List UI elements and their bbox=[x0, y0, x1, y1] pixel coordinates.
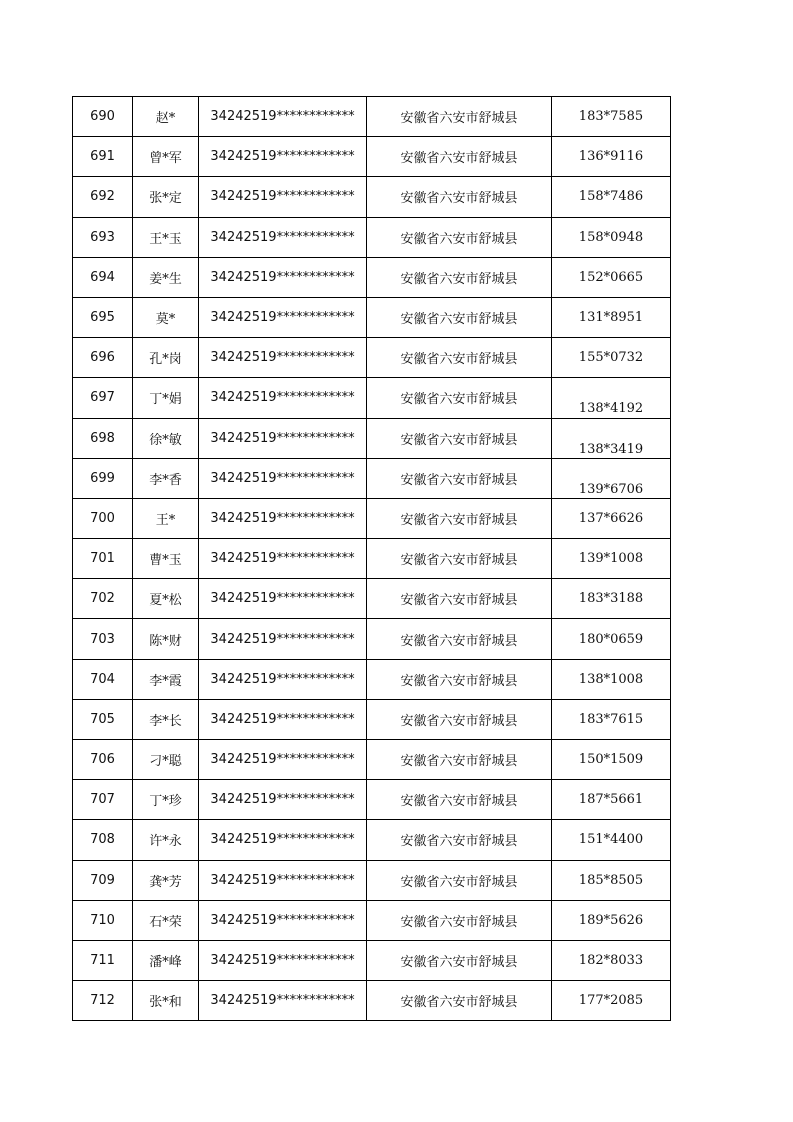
name-cell-text: 姜*生 bbox=[149, 271, 182, 287]
name-cell bbox=[133, 137, 199, 177]
name-cell-text: 丁*珍 bbox=[149, 794, 182, 810]
name-cell-text: 龚*芳 bbox=[149, 874, 182, 890]
address-cell bbox=[367, 297, 552, 337]
phone-cell-text: 152*0665 bbox=[578, 269, 644, 285]
phone-cell-text: 138*4192 bbox=[578, 401, 644, 417]
phone-cell bbox=[552, 378, 671, 418]
row-number-cell bbox=[73, 177, 133, 217]
name-cell-text: 潘*峰 bbox=[149, 955, 182, 971]
phone-cell bbox=[552, 177, 671, 217]
address-cell-text: 安徽省六安市舒城县 bbox=[400, 472, 518, 488]
row-number-cell-text: 697 bbox=[90, 390, 115, 406]
row-number-cell bbox=[73, 338, 133, 378]
row-number-cell bbox=[73, 820, 133, 860]
phone-cell bbox=[552, 579, 671, 619]
phone-cell-text: 183*3188 bbox=[578, 591, 644, 607]
phone-cell bbox=[552, 659, 671, 699]
row-number-cell bbox=[73, 619, 133, 659]
address-cell bbox=[367, 418, 552, 458]
address-cell bbox=[367, 137, 552, 177]
row-number-cell-text: 711 bbox=[90, 953, 115, 969]
row-number-cell bbox=[73, 740, 133, 780]
name-cell-text: 孔*岗 bbox=[149, 352, 182, 368]
name-cell-text: 莫* bbox=[155, 312, 176, 328]
address-cell-text: 安徽省六安市舒城县 bbox=[400, 633, 518, 649]
phone-cell-text: 138*3419 bbox=[578, 441, 644, 457]
row-number-cell bbox=[73, 217, 133, 257]
row-number-cell-text: 712 bbox=[90, 993, 115, 1009]
name-cell bbox=[133, 297, 199, 337]
id-number-cell bbox=[199, 458, 367, 498]
id-number-cell-text: 34242519************ bbox=[210, 229, 355, 245]
id-number-cell-text: 34242519************ bbox=[210, 149, 355, 165]
table-row bbox=[73, 338, 671, 378]
phone-cell bbox=[552, 780, 671, 820]
table-row bbox=[73, 579, 671, 619]
address-cell-text: 安徽省六安市舒城县 bbox=[400, 392, 518, 408]
row-number-cell-text: 707 bbox=[90, 792, 115, 808]
row-number-cell bbox=[73, 418, 133, 458]
phone-cell bbox=[552, 699, 671, 739]
table-row bbox=[73, 97, 671, 137]
address-cell bbox=[367, 940, 552, 980]
row-number-cell-text: 706 bbox=[90, 752, 115, 768]
table-row bbox=[73, 619, 671, 659]
phone-cell-text: 158*7486 bbox=[578, 189, 644, 205]
phone-cell bbox=[552, 740, 671, 780]
table-row bbox=[73, 458, 671, 498]
row-number-cell-text: 696 bbox=[90, 350, 115, 366]
address-cell bbox=[367, 177, 552, 217]
row-number-cell-text: 701 bbox=[90, 551, 115, 567]
row-number-cell-text: 705 bbox=[90, 711, 115, 727]
address-cell bbox=[367, 539, 552, 579]
name-cell-text: 许*永 bbox=[149, 834, 182, 850]
name-cell bbox=[133, 860, 199, 900]
address-cell bbox=[367, 97, 552, 137]
row-number-cell-text: 694 bbox=[90, 269, 115, 285]
id-number-cell bbox=[199, 860, 367, 900]
table-row bbox=[73, 659, 671, 699]
id-number-cell-text: 34242519************ bbox=[210, 591, 355, 607]
name-cell bbox=[133, 338, 199, 378]
name-cell-text: 曾*军 bbox=[149, 151, 182, 167]
address-cell-text: 安徽省六安市舒城县 bbox=[400, 432, 518, 448]
phone-cell bbox=[552, 860, 671, 900]
phone-cell-text: 138*1008 bbox=[578, 671, 644, 687]
name-cell bbox=[133, 900, 199, 940]
id-number-cell-text: 34242519************ bbox=[210, 792, 355, 808]
table-row bbox=[73, 900, 671, 940]
row-number-cell bbox=[73, 780, 133, 820]
address-cell-text: 安徽省六安市舒城县 bbox=[400, 111, 518, 127]
id-number-cell-text: 34242519************ bbox=[210, 752, 355, 768]
name-cell-text: 张*定 bbox=[149, 191, 182, 207]
roster-table bbox=[72, 96, 671, 1021]
table-row bbox=[73, 940, 671, 980]
address-cell-text: 安徽省六安市舒城县 bbox=[400, 713, 518, 729]
name-cell-text: 王*玉 bbox=[149, 231, 182, 247]
address-cell-text: 安徽省六安市舒城县 bbox=[400, 151, 518, 167]
row-number-cell-text: 698 bbox=[90, 430, 115, 446]
table-row bbox=[73, 539, 671, 579]
address-cell-text: 安徽省六安市舒城县 bbox=[400, 673, 518, 689]
name-cell-text: 赵* bbox=[155, 111, 176, 127]
id-number-cell bbox=[199, 900, 367, 940]
phone-cell-text: 137*6626 bbox=[578, 510, 644, 526]
id-number-cell-text: 34242519************ bbox=[210, 631, 355, 647]
id-number-cell bbox=[199, 257, 367, 297]
phone-cell-text: 189*5626 bbox=[578, 912, 644, 928]
phone-cell-text: 182*8033 bbox=[578, 953, 644, 969]
row-number-cell bbox=[73, 699, 133, 739]
address-cell-text: 安徽省六安市舒城县 bbox=[400, 553, 518, 569]
address-cell-text: 安徽省六安市舒城县 bbox=[400, 593, 518, 609]
name-cell-text: 徐*敏 bbox=[149, 432, 182, 448]
row-number-cell-text: 690 bbox=[90, 109, 115, 125]
name-cell bbox=[133, 257, 199, 297]
address-cell bbox=[367, 338, 552, 378]
name-cell bbox=[133, 740, 199, 780]
row-number-cell bbox=[73, 860, 133, 900]
phone-cell bbox=[552, 498, 671, 538]
id-number-cell bbox=[199, 498, 367, 538]
phone-cell bbox=[552, 97, 671, 137]
name-cell bbox=[133, 619, 199, 659]
table-row bbox=[73, 177, 671, 217]
address-cell-text: 安徽省六安市舒城县 bbox=[400, 754, 518, 770]
address-cell bbox=[367, 659, 552, 699]
name-cell bbox=[133, 498, 199, 538]
id-number-cell-text: 34242519************ bbox=[210, 269, 355, 285]
row-number-cell bbox=[73, 137, 133, 177]
phone-cell bbox=[552, 338, 671, 378]
table-row bbox=[73, 740, 671, 780]
row-number-cell bbox=[73, 257, 133, 297]
address-cell-text: 安徽省六安市舒城县 bbox=[400, 914, 518, 930]
address-cell bbox=[367, 458, 552, 498]
row-number-cell bbox=[73, 498, 133, 538]
row-number-cell bbox=[73, 378, 133, 418]
phone-cell bbox=[552, 458, 671, 498]
id-number-cell bbox=[199, 137, 367, 177]
id-number-cell bbox=[199, 97, 367, 137]
phone-cell-text: 155*0732 bbox=[578, 350, 644, 366]
id-number-cell bbox=[199, 699, 367, 739]
address-cell bbox=[367, 699, 552, 739]
name-cell-text: 丁*娟 bbox=[149, 392, 182, 408]
name-cell bbox=[133, 940, 199, 980]
id-number-cell-text: 34242519************ bbox=[210, 430, 355, 446]
name-cell bbox=[133, 780, 199, 820]
id-number-cell bbox=[199, 659, 367, 699]
address-cell bbox=[367, 619, 552, 659]
table-row bbox=[73, 137, 671, 177]
id-number-cell bbox=[199, 780, 367, 820]
id-number-cell-text: 34242519************ bbox=[210, 310, 355, 326]
table-row bbox=[73, 418, 671, 458]
id-number-cell bbox=[199, 297, 367, 337]
phone-cell-text: 180*0659 bbox=[578, 631, 644, 647]
phone-cell bbox=[552, 820, 671, 860]
address-cell bbox=[367, 780, 552, 820]
address-cell bbox=[367, 860, 552, 900]
table-row bbox=[73, 257, 671, 297]
name-cell-text: 刁*聪 bbox=[149, 754, 182, 770]
name-cell bbox=[133, 659, 199, 699]
row-number-cell-text: 693 bbox=[90, 229, 115, 245]
table-row bbox=[73, 780, 671, 820]
address-cell-text: 安徽省六安市舒城县 bbox=[400, 995, 518, 1011]
row-number-cell-text: 700 bbox=[90, 510, 115, 526]
row-number-cell bbox=[73, 539, 133, 579]
table-row bbox=[73, 297, 671, 337]
row-number-cell-text: 708 bbox=[90, 832, 115, 848]
phone-cell bbox=[552, 418, 671, 458]
address-cell bbox=[367, 498, 552, 538]
address-cell-text: 安徽省六安市舒城县 bbox=[400, 955, 518, 971]
id-number-cell bbox=[199, 217, 367, 257]
table-row bbox=[73, 498, 671, 538]
name-cell-text: 陈*财 bbox=[149, 633, 182, 649]
address-cell-text: 安徽省六安市舒城县 bbox=[400, 191, 518, 207]
id-number-cell-text: 34242519************ bbox=[210, 872, 355, 888]
name-cell bbox=[133, 217, 199, 257]
row-number-cell bbox=[73, 981, 133, 1021]
name-cell-text: 曹*玉 bbox=[149, 553, 182, 569]
name-cell-text: 夏*松 bbox=[149, 593, 182, 609]
phone-cell bbox=[552, 217, 671, 257]
id-number-cell-text: 34242519************ bbox=[210, 912, 355, 928]
name-cell-text: 李*长 bbox=[149, 713, 182, 729]
row-number-cell-text: 710 bbox=[90, 912, 115, 928]
name-cell-text: 李*香 bbox=[149, 472, 182, 488]
address-cell bbox=[367, 900, 552, 940]
id-number-cell bbox=[199, 940, 367, 980]
address-cell bbox=[367, 820, 552, 860]
phone-cell bbox=[552, 137, 671, 177]
id-number-cell bbox=[199, 418, 367, 458]
row-number-cell-text: 699 bbox=[90, 470, 115, 486]
address-cell-text: 安徽省六安市舒城县 bbox=[400, 512, 518, 528]
row-number-cell bbox=[73, 900, 133, 940]
address-cell bbox=[367, 257, 552, 297]
name-cell bbox=[133, 418, 199, 458]
address-cell bbox=[367, 579, 552, 619]
address-cell bbox=[367, 217, 552, 257]
name-cell-text: 石*荣 bbox=[149, 914, 182, 930]
id-number-cell bbox=[199, 539, 367, 579]
id-number-cell-text: 34242519************ bbox=[210, 551, 355, 567]
id-number-cell-text: 34242519************ bbox=[210, 510, 355, 526]
name-cell bbox=[133, 981, 199, 1021]
id-number-cell bbox=[199, 177, 367, 217]
id-number-cell-text: 34242519************ bbox=[210, 189, 355, 205]
row-number-cell-text: 704 bbox=[90, 671, 115, 687]
row-number-cell-text: 692 bbox=[90, 189, 115, 205]
row-number-cell-text: 691 bbox=[90, 149, 115, 165]
address-cell-text: 安徽省六安市舒城县 bbox=[400, 231, 518, 247]
row-number-cell bbox=[73, 579, 133, 619]
phone-cell bbox=[552, 981, 671, 1021]
phone-cell-text: 150*1509 bbox=[578, 752, 644, 768]
id-number-cell bbox=[199, 981, 367, 1021]
phone-cell-text: 177*2085 bbox=[578, 993, 644, 1009]
address-cell-text: 安徽省六安市舒城县 bbox=[400, 834, 518, 850]
phone-cell-text: 139*1008 bbox=[578, 551, 644, 567]
address-cell-text: 安徽省六安市舒城县 bbox=[400, 794, 518, 810]
address-cell bbox=[367, 740, 552, 780]
phone-cell-text: 151*4400 bbox=[578, 832, 644, 848]
name-cell bbox=[133, 458, 199, 498]
phone-cell-text: 139*6706 bbox=[578, 481, 644, 497]
name-cell bbox=[133, 378, 199, 418]
id-number-cell bbox=[199, 579, 367, 619]
roster-table-body bbox=[73, 97, 671, 1021]
address-cell-text: 安徽省六安市舒城县 bbox=[400, 312, 518, 328]
phone-cell bbox=[552, 257, 671, 297]
table-row bbox=[73, 217, 671, 257]
row-number-cell-text: 703 bbox=[90, 631, 115, 647]
table-row bbox=[73, 860, 671, 900]
address-cell bbox=[367, 378, 552, 418]
phone-cell bbox=[552, 940, 671, 980]
id-number-cell-text: 34242519************ bbox=[210, 109, 355, 125]
name-cell bbox=[133, 699, 199, 739]
phone-cell bbox=[552, 619, 671, 659]
row-number-cell-text: 695 bbox=[90, 310, 115, 326]
row-number-cell bbox=[73, 940, 133, 980]
phone-cell-text: 158*0948 bbox=[578, 229, 644, 245]
id-number-cell-text: 34242519************ bbox=[210, 993, 355, 1009]
id-number-cell-text: 34242519************ bbox=[210, 350, 355, 366]
phone-cell bbox=[552, 297, 671, 337]
id-number-cell bbox=[199, 619, 367, 659]
phone-cell-text: 136*9116 bbox=[578, 149, 644, 165]
name-cell-text: 李*霞 bbox=[149, 673, 182, 689]
phone-cell-text: 131*8951 bbox=[578, 310, 644, 326]
phone-cell-text: 187*5661 bbox=[578, 792, 644, 808]
id-number-cell-text: 34242519************ bbox=[210, 711, 355, 727]
phone-cell bbox=[552, 900, 671, 940]
id-number-cell bbox=[199, 820, 367, 860]
row-number-cell-text: 709 bbox=[90, 872, 115, 888]
name-cell bbox=[133, 97, 199, 137]
phone-cell-text: 183*7615 bbox=[578, 711, 644, 727]
name-cell bbox=[133, 539, 199, 579]
phone-cell bbox=[552, 539, 671, 579]
row-number-cell bbox=[73, 659, 133, 699]
table-row bbox=[73, 699, 671, 739]
name-cell bbox=[133, 579, 199, 619]
table-row bbox=[73, 820, 671, 860]
name-cell bbox=[133, 820, 199, 860]
address-cell-text: 安徽省六安市舒城县 bbox=[400, 874, 518, 890]
id-number-cell-text: 34242519************ bbox=[210, 832, 355, 848]
row-number-cell bbox=[73, 458, 133, 498]
row-number-cell bbox=[73, 297, 133, 337]
table-row bbox=[73, 981, 671, 1021]
address-cell-text: 安徽省六安市舒城县 bbox=[400, 271, 518, 287]
address-cell bbox=[367, 981, 552, 1021]
row-number-cell-text: 702 bbox=[90, 591, 115, 607]
address-cell-text: 安徽省六安市舒城县 bbox=[400, 352, 518, 368]
id-number-cell bbox=[199, 740, 367, 780]
row-number-cell bbox=[73, 97, 133, 137]
id-number-cell-text: 34242519************ bbox=[210, 671, 355, 687]
id-number-cell bbox=[199, 338, 367, 378]
name-cell-text: 王* bbox=[155, 512, 176, 528]
name-cell-text: 张*和 bbox=[149, 995, 182, 1011]
id-number-cell-text: 34242519************ bbox=[210, 470, 355, 486]
id-number-cell-text: 34242519************ bbox=[210, 953, 355, 969]
phone-cell-text: 185*8505 bbox=[578, 872, 644, 888]
phone-cell-text: 183*7585 bbox=[578, 109, 644, 125]
name-cell bbox=[133, 177, 199, 217]
id-number-cell-text: 34242519************ bbox=[210, 390, 355, 406]
table-row bbox=[73, 378, 671, 418]
id-number-cell bbox=[199, 378, 367, 418]
